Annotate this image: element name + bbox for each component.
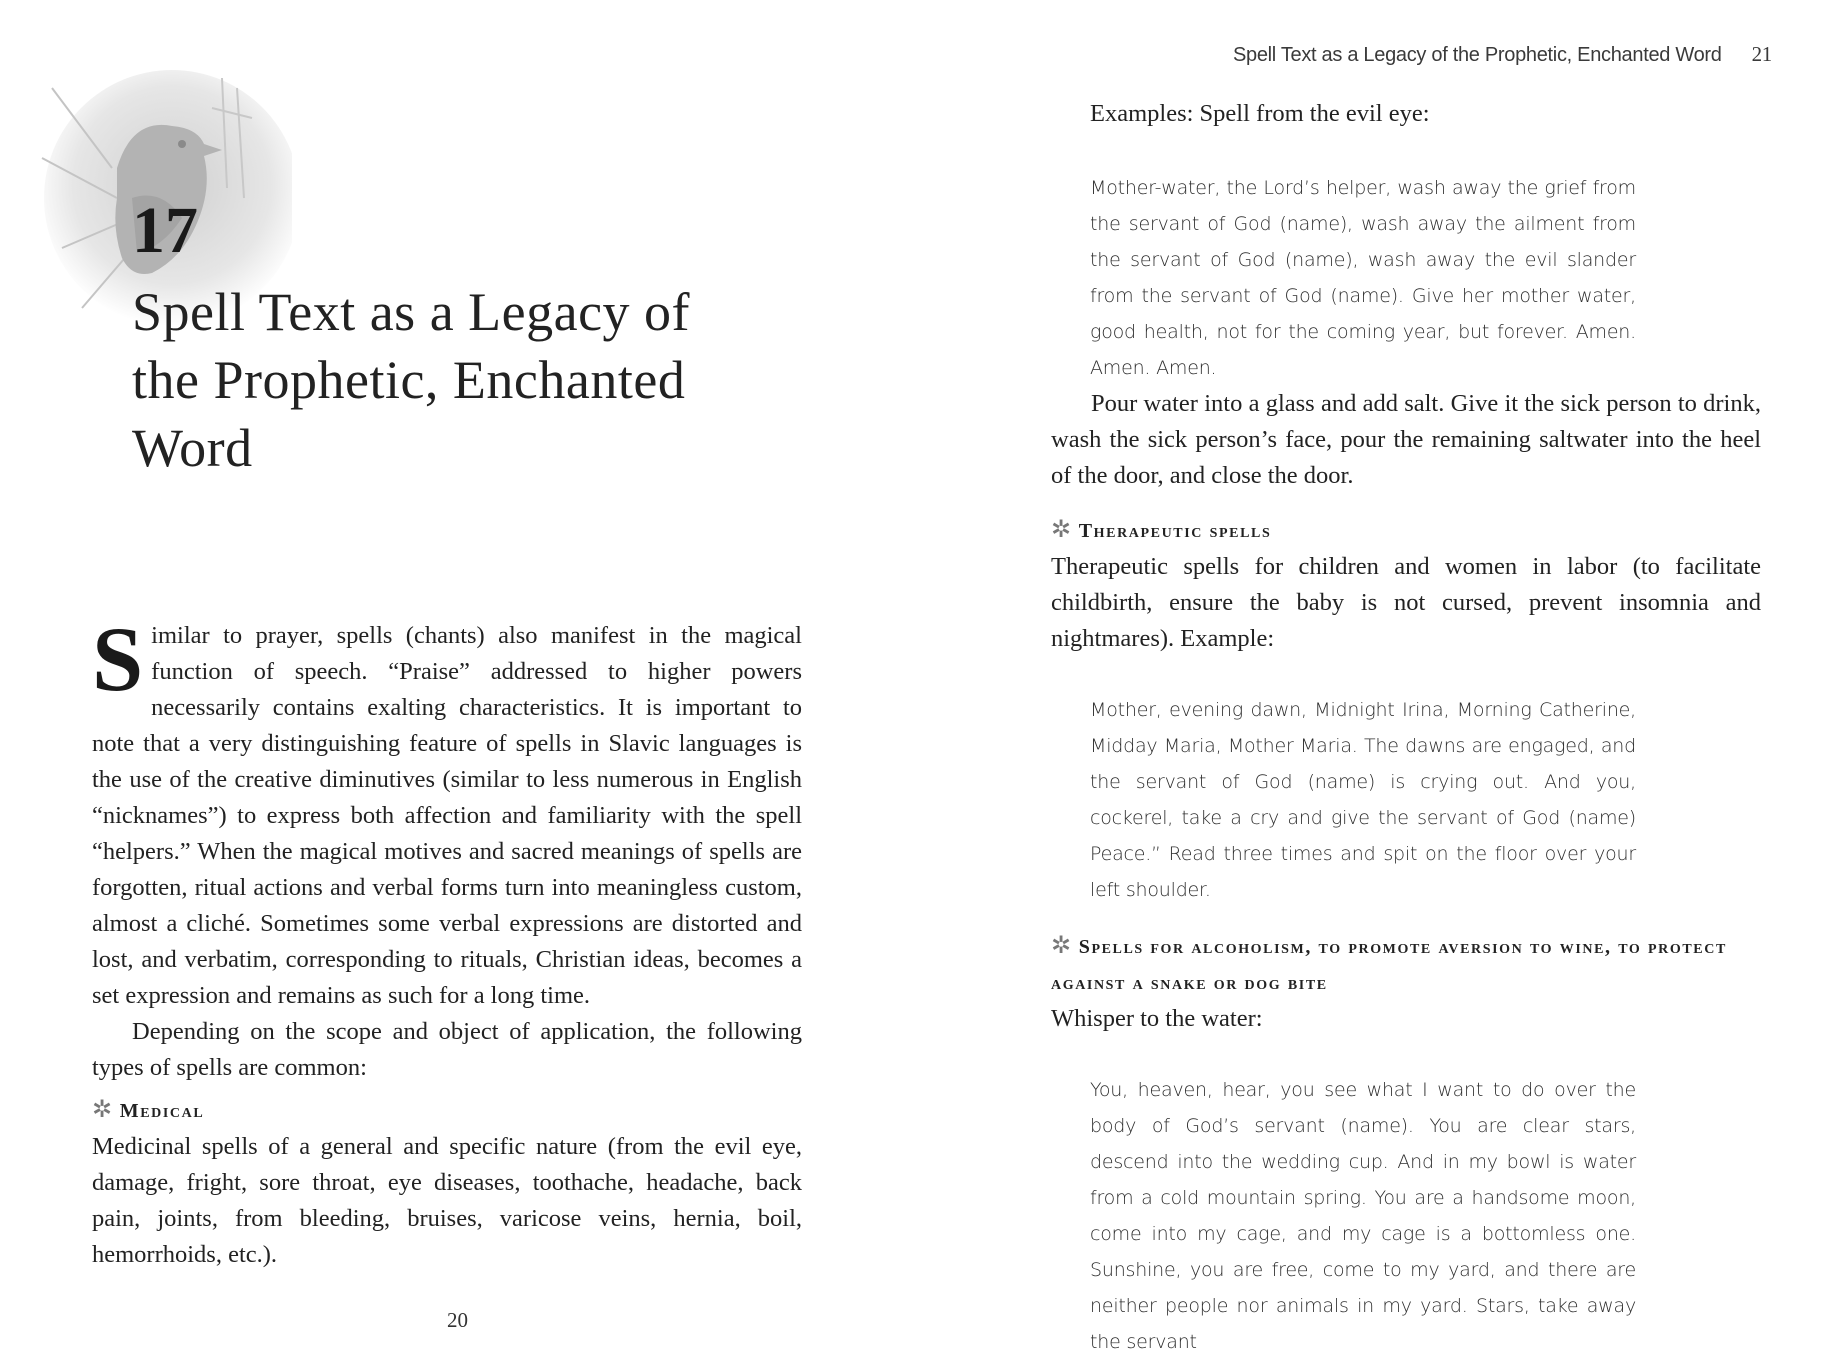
therapeutic-text: Therapeutic spells for children and women in labor (to facilitate childbirth, ensure the baby is not cursed, prevent insomnia and nightmares). Example: <box>1051 553 1761 652</box>
medical-heading <box>92 1092 802 1129</box>
medical-heading-label: Medical <box>119 1100 205 1122</box>
spell-alcoholism: You, heaven, hear, you see what I want to do over the body of God’s servant (name). You are clear stars, descend into the wedding cup. And in my bowl is water from a cold mountain spring. You are a handsome moon, come into my cage, and my cage is a bottomless one. Sunshine, you are free, come to my yard, and there are neither people nor animals in my yard. Stars, take away the servant <box>1090 1079 1636 1353</box>
right-page <box>915 0 1830 1372</box>
examples-intro: Examples: Spell from the evil eye: <box>1090 100 1430 127</box>
therapeutic-heading <box>1051 512 1761 549</box>
medical-text: Medicinal spells of a general and specific nature (from the evil eye, damage, fright, sore throat, eye diseases, toothache, headache, back pain, joints, from bleeding, bruises, varicose veins, hernia, boil, hemorrhoids, etc.). <box>92 1133 802 1268</box>
intro-section <box>92 608 802 1273</box>
chapter-number: 17 <box>132 194 198 267</box>
asterisk-ornament-icon: ✲ <box>1051 517 1073 543</box>
spell-childbirth: Mother, evening dawn, Midnight Irina, Morning Catherine, Midday Maria, Mother Maria. The dawns are engaged, and the servant of God (name) is crying out. And you, cockerel, take a cry and give the servant of God (name) Peace.” Read three times and spit on the floor over your left shoulder. <box>1090 699 1636 901</box>
therapeutic-heading-label: Therapeutic spells <box>1078 520 1272 542</box>
second-paragraph: Depending on the scope and object of application, the following types of spells are common: <box>92 1018 802 1081</box>
running-head <box>1233 42 1772 67</box>
instructions-paragraph: Pour water into a glass and add salt. Give it the sick person to drink, wash the sick person’s face, pour the remaining saltwater into the heel of the door, and close the door. <box>1051 390 1761 489</box>
spell-evil-eye: Mother-water, the Lord’s helper, wash away the grief from the servant of God (name), wash away the ailment from the servant of God (name), wash away the evil slander from the servant of God (name). Give her mother water, good health, not for the coming year, but forever. Amen. Amen. Amen. <box>1090 177 1636 379</box>
running-head-title: Spell Text as a Legacy of the Prophetic, Enchanted Word <box>1232 44 1722 66</box>
page-number: 20 <box>447 1308 468 1332</box>
asterisk-ornament-icon: ✲ <box>1051 933 1073 959</box>
alcoholism-heading-label: Spells for alcoholism, to promote aversion to wine, to protect against a snake or dog bite <box>1051 936 1727 994</box>
page-number: 21 <box>1751 42 1772 66</box>
whisper-text: Whisper to the water: <box>1051 1005 1263 1032</box>
drop-cap: S <box>92 608 144 710</box>
intro-paragraph-text: imilar to prayer, spells (chants) also manifest in the magical function of speech. “Praise” addressed to higher powers necessarily contains exalting characteristics. It is important to note that a very distinguishing feature of spells in Slavic languages is the use of the creative diminutives (similar to less numerous in English “nicknames”) to express both affection and familiarity with the spell “helpers.” When the magical motives and sacred meanings of spells are forgotten, ritual actions and verbal forms turn into meaningless custom, almost a cliché. Sometimes some verbal expressions are distorted and lost, and verbatim, corresponding to rituals, Christian ideas, becomes a set expression and remains as such for a long time. <box>92 622 802 1009</box>
alcoholism-heading <box>1051 928 1761 1001</box>
alcoholism-section <box>1051 928 1761 1037</box>
asterisk-ornament-icon: ✲ <box>92 1097 114 1123</box>
intro-paragraph <box>92 608 802 1014</box>
chapter-title: Spell Text as a Legacy of the Prophetic, Enchanted Word <box>132 282 691 478</box>
therapeutic-section <box>1051 512 1761 657</box>
